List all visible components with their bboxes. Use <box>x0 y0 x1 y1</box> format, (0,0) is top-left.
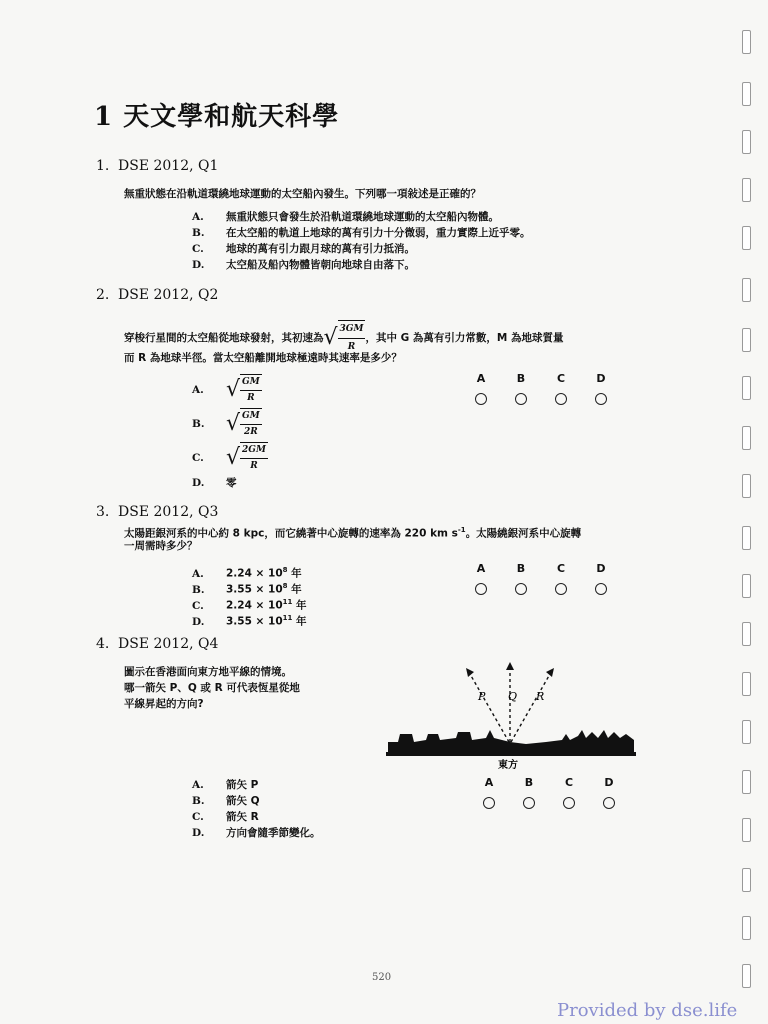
question-2-heading: 2. DSE 2012, Q2 <box>96 287 219 303</box>
question-4-heading: 4. DSE 2012, Q4 <box>96 636 219 652</box>
horizon-figure <box>386 660 636 772</box>
binder-hole <box>742 574 751 598</box>
answer-bubble-b[interactable]: B <box>514 562 528 595</box>
question-2-stem-line-2: 而 R 為地球半徑。當太空船離開地球極遠時其速率是多少？ <box>124 352 402 364</box>
question-3-answer-bubbles <box>474 562 614 602</box>
arrow-r-head <box>546 668 554 677</box>
binder-hole <box>742 30 751 54</box>
binder-hole <box>742 720 751 744</box>
answer-bubble-a[interactable]: A <box>474 372 488 405</box>
binder-hole <box>742 474 751 498</box>
question-3-option-c: C. $2.24 \times 10^{11}$ 年 <box>192 598 307 612</box>
page-number: 520 <box>372 972 392 983</box>
question-4-answer-bubbles <box>482 776 622 816</box>
answer-bubble-c[interactable]: C <box>554 562 568 595</box>
answer-bubble-b[interactable]: B <box>522 776 536 809</box>
question-3-option-b: B. $3.55 \times 10^8$ 年 <box>192 582 302 596</box>
question-1-option-b: B. 在太空船的軌道上地球的萬有引力十分微弱，重力實際上近乎零。 <box>192 227 531 239</box>
binder-hole <box>742 426 751 450</box>
question-2-answer-bubbles <box>474 372 614 412</box>
question-3-option-d: D. $3.55 \times 10^{11}$ 年 <box>192 614 307 628</box>
question-4-option-c: C. 箭矢 R <box>192 811 259 823</box>
binder-hole <box>742 672 751 696</box>
question-2-option-c: C. √ $\frac{2GM}{R}$ <box>192 442 268 474</box>
answer-bubble-d[interactable]: D <box>594 562 608 595</box>
binder-hole <box>742 130 751 154</box>
binder-hole <box>742 818 751 842</box>
question-2-option-d: D. 零 <box>192 477 237 489</box>
answer-bubble-d[interactable]: D <box>602 776 616 809</box>
answer-bubble-d[interactable]: D <box>594 372 608 405</box>
label-p: P <box>478 690 486 703</box>
ground-band <box>386 752 636 756</box>
sqrt-expression: √ $\frac{3GM}{R}$ <box>324 320 366 356</box>
question-3-stem-line-1: 太陽距銀河系的中心約 8 kpc，而它繞著中心旋轉的速率為 220 km $s^{-1}$。太陽繞銀河系中心旋轉 <box>124 526 582 540</box>
binder-hole <box>742 526 751 550</box>
east-label: 東方 <box>498 760 518 771</box>
question-3-stem-line-2: 一周需時多少？ <box>124 540 198 552</box>
arrow-p-head <box>466 668 474 677</box>
answer-bubble-a[interactable]: A <box>482 776 496 809</box>
binder-hole <box>742 328 751 352</box>
binder-hole <box>742 622 751 646</box>
binder-hole <box>742 868 751 892</box>
binder-hole <box>742 376 751 400</box>
question-1-option-c: C. 地球的萬有引力跟月球的萬有引力抵消。 <box>192 243 415 255</box>
arrow-r-shaft <box>511 674 550 742</box>
question-4-option-a: A. 箭矢 P <box>192 779 259 791</box>
binder-hole <box>742 226 751 250</box>
question-2-option-a: A. √ $\frac{GM}{R}$ <box>192 374 262 406</box>
question-4-stem-line-1: 圖示在香港面向東方地平線的情境。 <box>124 666 292 678</box>
question-2-option-b: B. √ $\frac{GM}{2R}$ <box>192 408 262 440</box>
label-r: R <box>536 690 545 703</box>
question-4-option-d: D. 方向會隨季節變化。 <box>192 827 321 839</box>
binder-hole <box>742 770 751 794</box>
question-1-stem: 無重狀態在沿軌道環繞地球運動的太空船內發生。下列哪一項敍述是正確的？ <box>124 188 481 200</box>
answer-bubble-a[interactable]: A <box>474 562 488 595</box>
question-1-option-d: D. 太空船及船內物體皆朝向地球自由落下。 <box>192 259 415 271</box>
arrow-q-head <box>506 662 514 670</box>
answer-bubble-c[interactable]: C <box>562 776 576 809</box>
question-4-option-b: B. 箭矢 Q <box>192 795 260 807</box>
question-4-stem-line-3: 平線昇起的方向? <box>124 698 204 710</box>
question-1-heading: 1. DSE 2012, Q1 <box>96 158 219 174</box>
binder-hole <box>742 178 751 202</box>
binder-hole <box>742 964 751 988</box>
question-2-stem-line-1: 穿梭行星間的太空船從地球發射，其初速為 √ $\frac{3GM}{R}$ ，其中 G 為萬有引力常數，M 為地球質量 <box>124 320 564 356</box>
watermark-link[interactable]: Provided by dse.life <box>557 1000 738 1021</box>
question-4-stem-line-2: 哪一箭矢 P、Q 或 R 可代表恆星從地 <box>124 682 300 694</box>
answer-bubble-b[interactable]: B <box>514 372 528 405</box>
answer-bubble-c[interactable]: C <box>554 372 568 405</box>
question-1-option-a: A. 無重狀態只會發生於沿軌道環繞地球運動的太空船內物體。 <box>192 211 499 223</box>
binder-hole <box>742 82 751 106</box>
question-3-heading: 3. DSE 2012, Q3 <box>96 504 219 520</box>
binder-hole <box>742 278 751 302</box>
chapter-title: 1 天文學和航天科學 <box>94 102 340 132</box>
label-q: Q <box>508 690 518 703</box>
binder-hole <box>742 916 751 940</box>
question-3-option-a: A. $2.24 \times 10^8$ 年 <box>192 566 302 580</box>
